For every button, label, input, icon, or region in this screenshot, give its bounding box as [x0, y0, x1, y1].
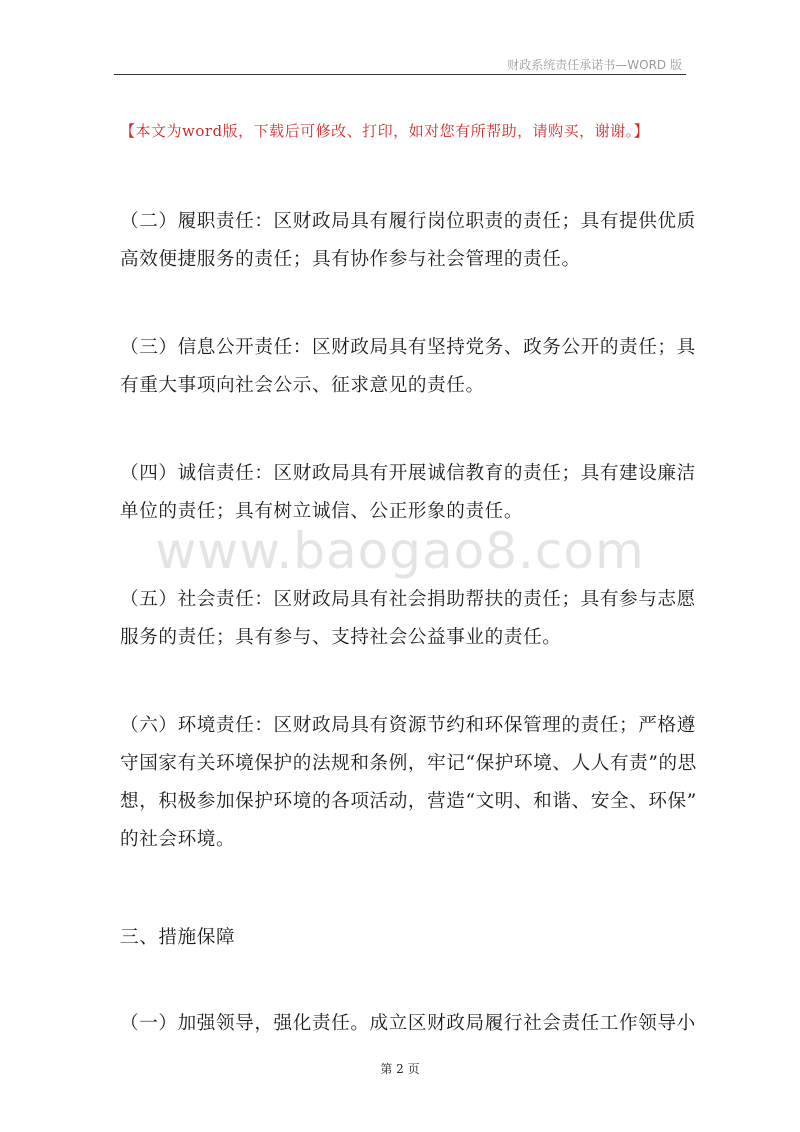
text-line: （二）履职责任：区财政局具有履行岗位职责的责任；具有提供优质 [120, 211, 696, 232]
header-divider [114, 74, 686, 75]
paragraph-integrity-duty [120, 455, 696, 531]
text-line: 想，积极参加保护环境的各项活动，营造“文明、和谐、安全、环保” [120, 791, 697, 812]
text-line: 高效便捷服务的责任；具有协作参与社会管理的责任。 [120, 249, 581, 270]
running-header: 财政系统责任承诺书—WORD 版 [507, 58, 682, 72]
page-number: 第 2 页 [380, 1062, 420, 1076]
text-line: （六）环境责任：区财政局具有资源节约和环保管理的责任；严格遵 [120, 715, 696, 736]
paragraph-social-duty [120, 581, 696, 657]
text-line: 服务的责任；具有参与、支持社会公益事业的责任。 [120, 627, 562, 648]
watermark: www.baogao8.com [155, 522, 645, 580]
text-line: （五）社会责任：区财政局具有社会捐助帮扶的责任；具有参与志愿 [120, 589, 696, 610]
text-line: 守国家有关环境保护的法规和条例，牢记“保护环境、人人有责”的思 [120, 753, 697, 774]
text-line: 有重大事项向社会公示、征求意见的责任。 [120, 375, 485, 396]
text-line: 的社会环境。 [120, 829, 236, 850]
paragraph-performance-duty [120, 203, 696, 279]
paragraph-leadership [120, 1005, 696, 1043]
text-line: （三）信息公开责任：区财政局具有坚持党务、政务公开的责任；具 [120, 337, 696, 358]
section-heading-measures [120, 919, 688, 957]
download-notice: 【本文为word版，下载后可修改、打印，如对您有所帮助，请购买，谢谢。】 [120, 122, 650, 140]
paragraph-information-disclosure [120, 329, 696, 405]
text-line: （四）诚信责任：区财政局具有开展诚信教育的责任；具有建设廉洁 [120, 463, 696, 484]
heading-line: 三、措施保障 [120, 927, 236, 948]
text-line: （一）加强领导，强化责任。成立区财政局履行社会责任工作领导小 [120, 1013, 696, 1034]
text-line: 单位的责任；具有树立诚信、公正形象的责任。 [120, 501, 524, 522]
paragraph-environment-duty [120, 707, 697, 859]
